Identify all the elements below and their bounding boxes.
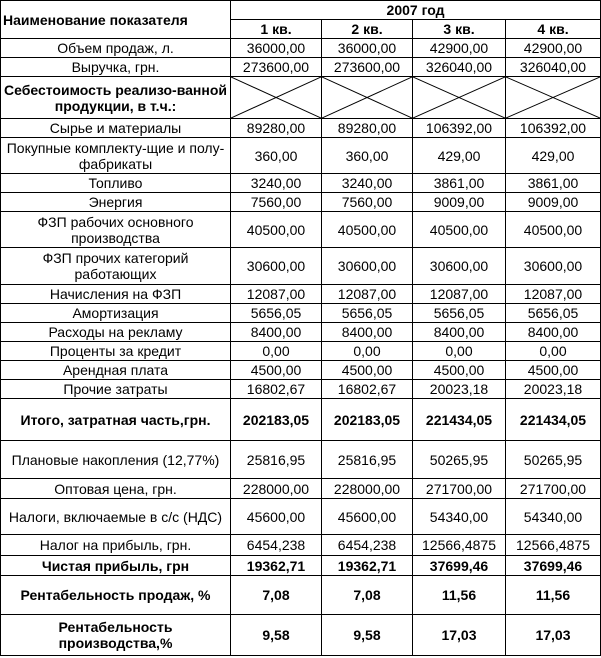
quarter-header: 4 кв. xyxy=(506,20,601,39)
value-cell: 19362,71 xyxy=(231,556,322,576)
value-cell: 273600,00 xyxy=(231,58,322,77)
value-cell: 30600,00 xyxy=(506,248,601,285)
value-cell: 0,00 xyxy=(231,342,322,361)
crossed-cell xyxy=(322,77,413,119)
row-label: Объем продаж, л. xyxy=(1,39,231,58)
value-cell: 40500,00 xyxy=(413,212,506,248)
crossed-cell xyxy=(231,77,322,119)
value-cell: 40500,00 xyxy=(322,212,413,248)
row-label: Амортизация xyxy=(1,304,231,323)
value-cell: 89280,00 xyxy=(322,119,413,138)
value-cell: 5656,05 xyxy=(413,304,506,323)
value-cell: 42900,00 xyxy=(413,39,506,58)
value-cell: 37699,46 xyxy=(506,556,601,576)
value-cell: 9009,00 xyxy=(413,193,506,212)
table-row xyxy=(1,193,601,212)
value-cell: 360,00 xyxy=(231,138,322,174)
table-row xyxy=(1,576,601,615)
value-cell: 37699,46 xyxy=(413,556,506,576)
value-cell: 0,00 xyxy=(506,342,601,361)
row-label: Оптовая цена, грн. xyxy=(1,479,231,499)
row-label: Топливо xyxy=(1,174,231,193)
value-cell: 16802,67 xyxy=(322,380,413,399)
value-cell: 3240,00 xyxy=(322,174,413,193)
table-row xyxy=(1,138,601,174)
value-cell: 45600,00 xyxy=(322,499,413,535)
value-cell: 326040,00 xyxy=(506,58,601,77)
value-cell: 20023,18 xyxy=(506,380,601,399)
value-cell: 221434,05 xyxy=(506,399,601,441)
value-cell: 360,00 xyxy=(322,138,413,174)
value-cell: 271700,00 xyxy=(506,479,601,499)
table-row xyxy=(1,479,601,499)
value-cell: 7,08 xyxy=(322,576,413,615)
value-cell: 54340,00 xyxy=(506,499,601,535)
value-cell: 326040,00 xyxy=(413,58,506,77)
table-row xyxy=(1,441,601,479)
value-cell: 42900,00 xyxy=(506,39,601,58)
value-cell: 9,58 xyxy=(231,615,322,656)
value-cell: 11,56 xyxy=(506,576,601,615)
indicator-column-header: Наименование показателя xyxy=(1,1,231,39)
value-cell: 30600,00 xyxy=(231,248,322,285)
value-cell: 40500,00 xyxy=(506,212,601,248)
value-cell: 25816,95 xyxy=(231,441,322,479)
quarter-header: 2 кв. xyxy=(322,20,413,39)
value-cell: 228000,00 xyxy=(231,479,322,499)
value-cell: 50265,95 xyxy=(413,441,506,479)
value-cell: 8400,00 xyxy=(231,323,322,342)
value-cell: 12087,00 xyxy=(413,285,506,304)
value-cell: 0,00 xyxy=(413,342,506,361)
value-cell: 7,08 xyxy=(231,576,322,615)
value-cell: 4500,00 xyxy=(231,361,322,380)
value-cell: 16802,67 xyxy=(231,380,322,399)
value-cell: 8400,00 xyxy=(322,323,413,342)
value-cell: 8400,00 xyxy=(413,323,506,342)
value-cell: 4500,00 xyxy=(506,361,601,380)
value-cell: 6454,238 xyxy=(231,535,322,556)
crossed-cell xyxy=(413,77,506,119)
table-row xyxy=(1,361,601,380)
row-label: Рентабельность производства,% xyxy=(1,615,231,656)
value-cell: 429,00 xyxy=(506,138,601,174)
value-cell: 12087,00 xyxy=(322,285,413,304)
row-label: Налог на прибыль, грн. xyxy=(1,535,231,556)
value-cell: 7560,00 xyxy=(231,193,322,212)
value-cell: 30600,00 xyxy=(413,248,506,285)
row-label: ФЗП рабочих основного производства xyxy=(1,212,231,248)
value-cell: 5656,05 xyxy=(322,304,413,323)
value-cell: 25816,95 xyxy=(322,441,413,479)
value-cell: 36000,00 xyxy=(322,39,413,58)
value-cell: 54340,00 xyxy=(413,499,506,535)
value-cell: 0,00 xyxy=(322,342,413,361)
value-cell: 50265,95 xyxy=(506,441,601,479)
table-row xyxy=(1,212,601,248)
value-cell: 30600,00 xyxy=(322,248,413,285)
value-cell: 19362,71 xyxy=(322,556,413,576)
value-cell: 6454,238 xyxy=(322,535,413,556)
row-label: Налоги, включаемые в с/с (НДС) xyxy=(1,499,231,535)
value-cell: 9,58 xyxy=(322,615,413,656)
value-cell: 20023,18 xyxy=(413,380,506,399)
quarter-header: 1 кв. xyxy=(231,20,322,39)
value-cell: 5656,05 xyxy=(506,304,601,323)
value-cell: 106392,00 xyxy=(413,119,506,138)
table-row xyxy=(1,615,601,656)
crossed-cell xyxy=(506,77,601,119)
row-label: Себестоимость реализо-ванной продукции, в т.ч.: xyxy=(1,77,231,119)
table-row xyxy=(1,304,601,323)
row-label: Арендная плата xyxy=(1,361,231,380)
value-cell: 202183,05 xyxy=(231,399,322,441)
table-row xyxy=(1,535,601,556)
row-label: ФЗП прочих категорий работающих xyxy=(1,248,231,285)
table-row xyxy=(1,285,601,304)
row-label: Начисления на ФЗП xyxy=(1,285,231,304)
value-cell: 7560,00 xyxy=(322,193,413,212)
value-cell: 3861,00 xyxy=(413,174,506,193)
value-cell: 12566,4875 xyxy=(506,535,601,556)
row-label: Энергия xyxy=(1,193,231,212)
value-cell: 3861,00 xyxy=(506,174,601,193)
value-cell: 45600,00 xyxy=(231,499,322,535)
value-cell: 40500,00 xyxy=(231,212,322,248)
value-cell: 429,00 xyxy=(413,138,506,174)
row-label: Плановые накопления (12,77%) xyxy=(1,441,231,479)
value-cell: 273600,00 xyxy=(322,58,413,77)
row-label: Выручка, грн. xyxy=(1,58,231,77)
table-row xyxy=(1,119,601,138)
year-header: 2007 год xyxy=(231,1,601,20)
value-cell: 202183,05 xyxy=(322,399,413,441)
value-cell: 271700,00 xyxy=(413,479,506,499)
value-cell: 12087,00 xyxy=(506,285,601,304)
value-cell: 11,56 xyxy=(413,576,506,615)
row-label: Сырье и материалы xyxy=(1,119,231,138)
value-cell: 12087,00 xyxy=(231,285,322,304)
value-cell: 17,03 xyxy=(413,615,506,656)
table-row xyxy=(1,174,601,193)
value-cell: 228000,00 xyxy=(322,479,413,499)
value-cell: 106392,00 xyxy=(506,119,601,138)
table-row xyxy=(1,556,601,576)
value-cell: 3240,00 xyxy=(231,174,322,193)
row-label: Рентабельность продаж, % xyxy=(1,576,231,615)
value-cell: 12566,4875 xyxy=(413,535,506,556)
value-cell: 8400,00 xyxy=(506,323,601,342)
table-row xyxy=(1,39,601,58)
table-row xyxy=(1,499,601,535)
quarter-header: 3 кв. xyxy=(413,20,506,39)
value-cell: 4500,00 xyxy=(413,361,506,380)
row-label: Прочие затраты xyxy=(1,380,231,399)
table-row xyxy=(1,380,601,399)
table-row xyxy=(1,342,601,361)
row-label: Проценты за кредит xyxy=(1,342,231,361)
row-label: Чистая прибыль, грн xyxy=(1,556,231,576)
header-row-year xyxy=(1,1,601,20)
table-row xyxy=(1,77,601,119)
value-cell: 36000,00 xyxy=(231,39,322,58)
value-cell: 221434,05 xyxy=(413,399,506,441)
row-label: Итого, затратная часть,грн. xyxy=(1,399,231,441)
table-row xyxy=(1,323,601,342)
value-cell: 9009,00 xyxy=(506,193,601,212)
value-cell: 4500,00 xyxy=(322,361,413,380)
value-cell: 17,03 xyxy=(506,615,601,656)
table-row xyxy=(1,399,601,441)
value-cell: 5656,05 xyxy=(231,304,322,323)
table-row xyxy=(1,58,601,77)
value-cell: 89280,00 xyxy=(231,119,322,138)
row-label: Расходы на рекламу xyxy=(1,323,231,342)
row-label: Покупные комплекту-щие и полу-фабрикаты xyxy=(1,138,231,174)
table-row xyxy=(1,248,601,285)
